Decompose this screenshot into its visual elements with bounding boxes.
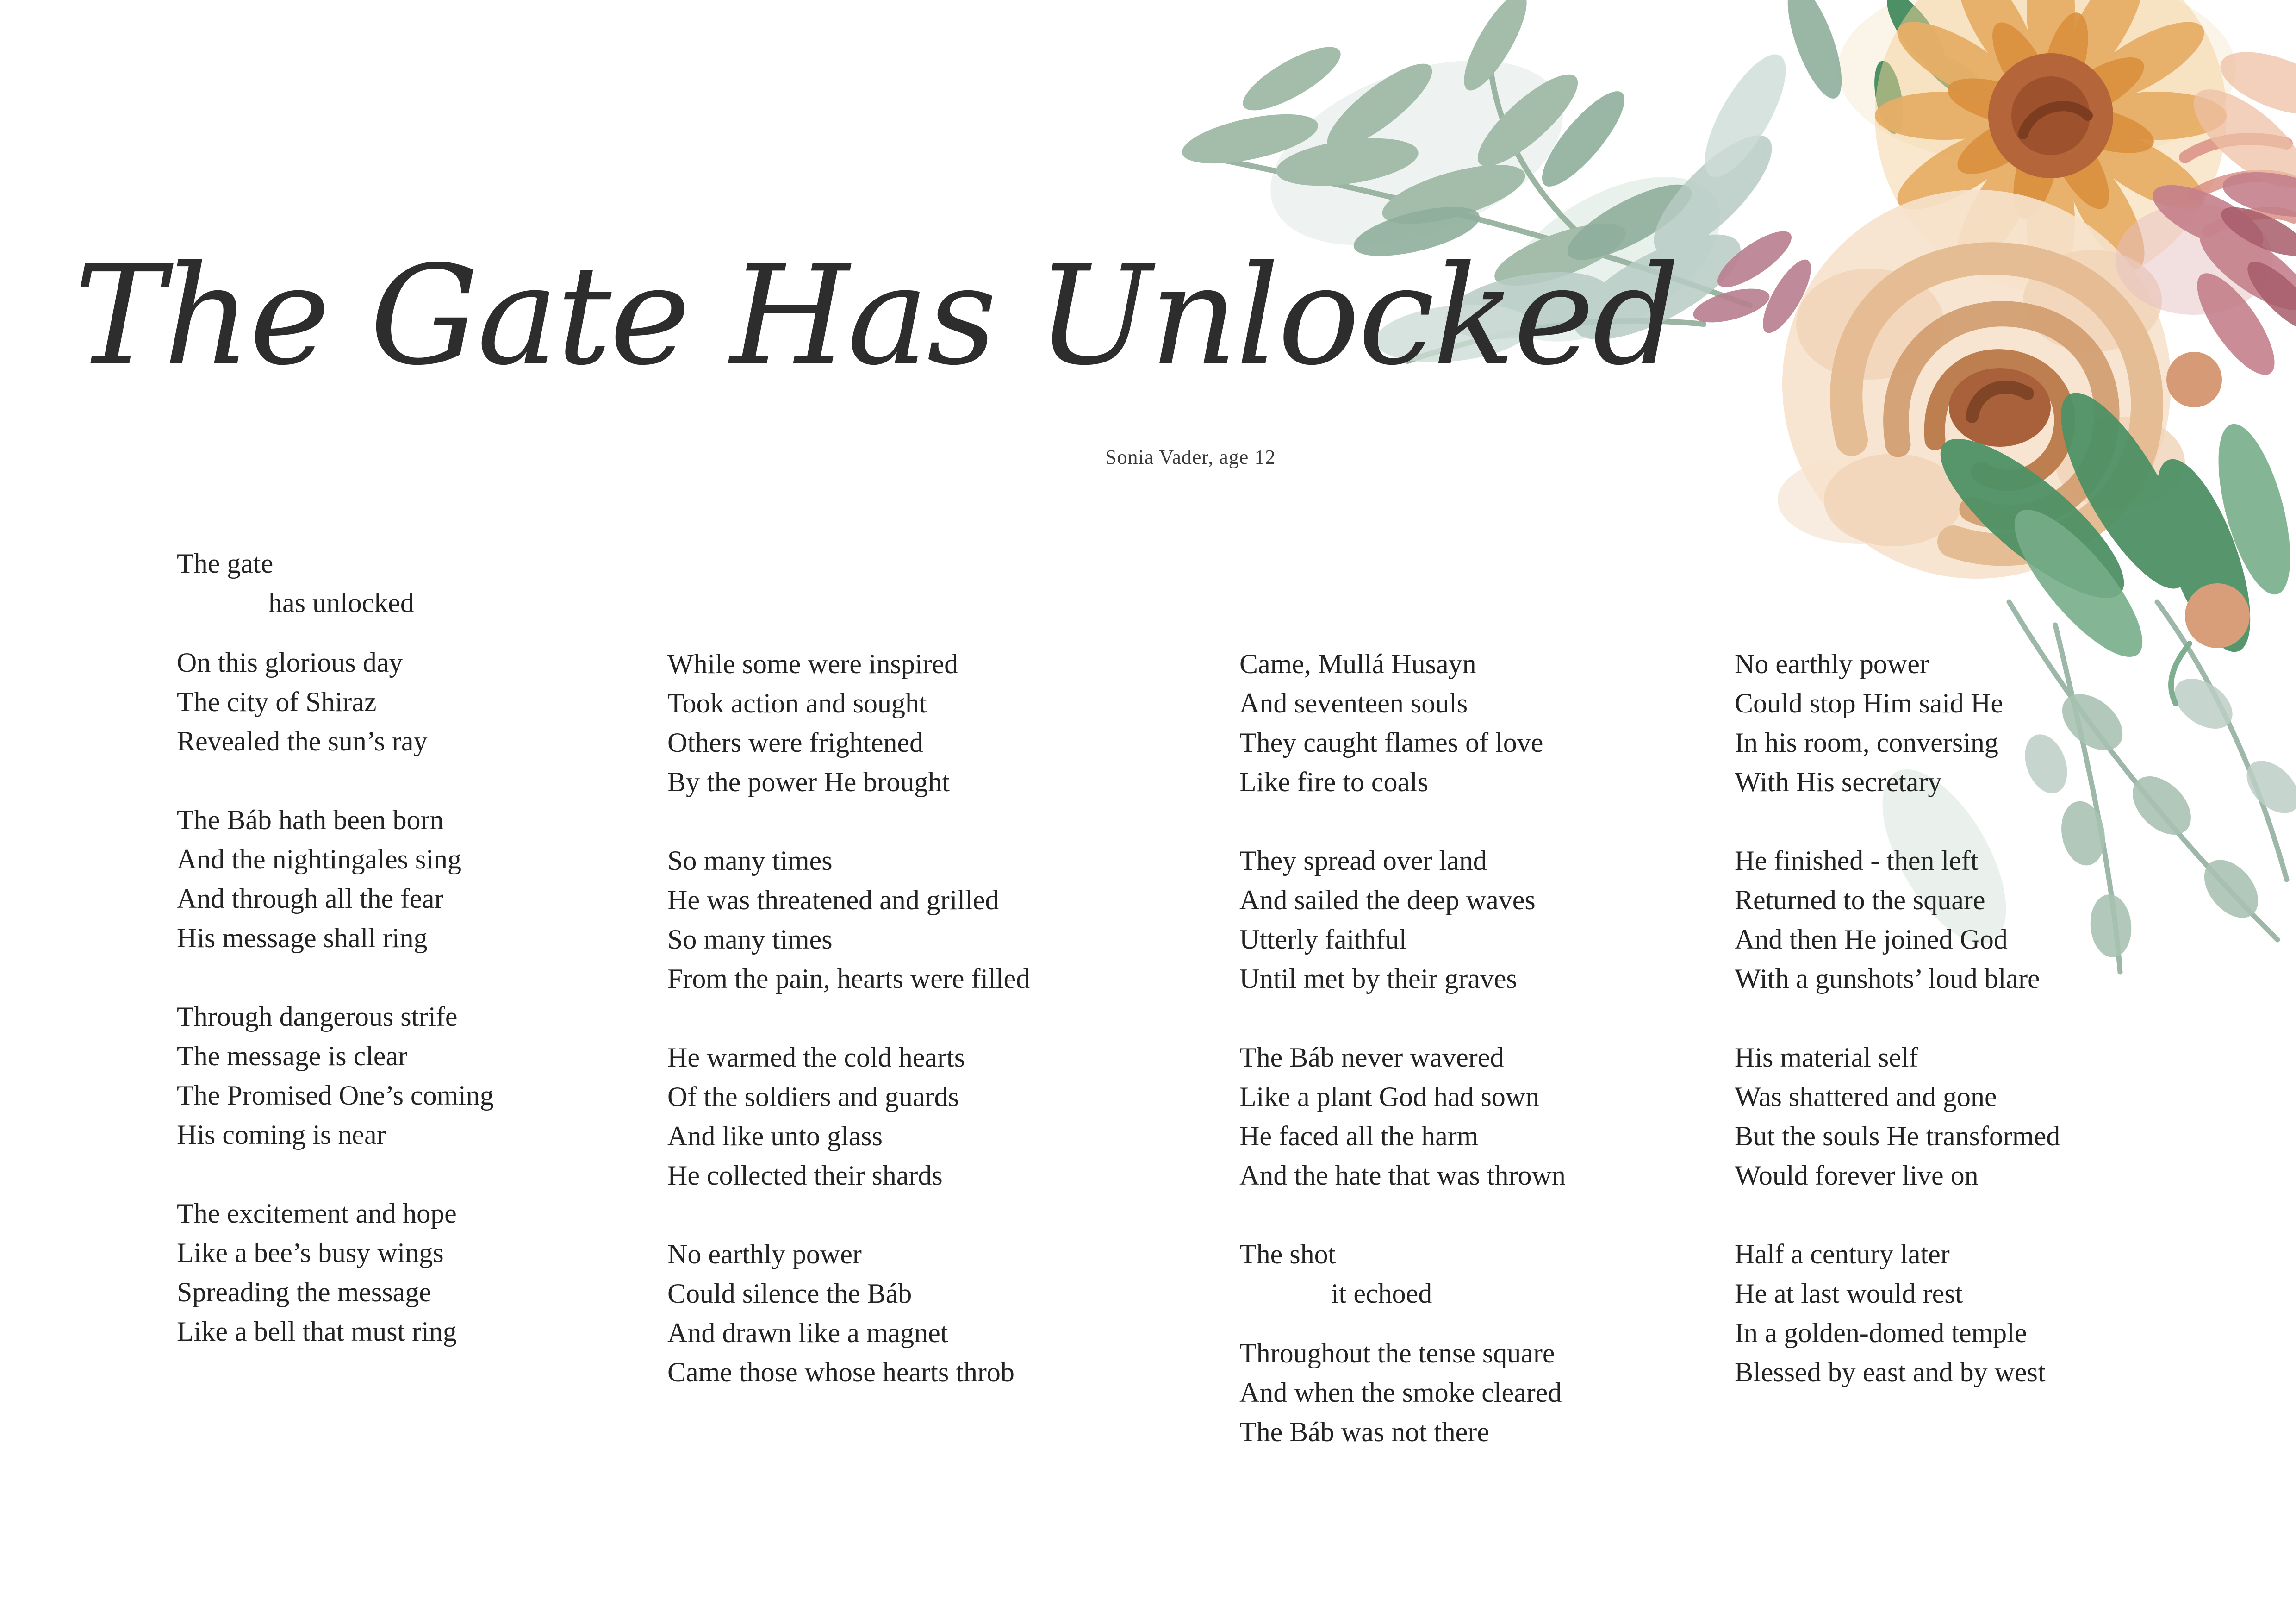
poem-line: Could stop Him said He xyxy=(1735,688,2003,718)
poem-line: And the nightingales sing xyxy=(177,844,461,874)
byline: Sonia Vader, age 12 xyxy=(1105,446,1276,468)
poem-line: With His secretary xyxy=(1735,767,1942,797)
poem-column-2 xyxy=(667,644,1167,1431)
poem-line: No earthly power xyxy=(667,1239,862,1269)
poem-line: The city of Shiraz xyxy=(177,687,377,717)
stanza xyxy=(177,997,677,1155)
poem-line: While some were inspired xyxy=(667,649,958,679)
poem-line: And when the smoke cleared xyxy=(1239,1377,1562,1408)
poem-line: From the pain, hearts were filled xyxy=(667,963,1030,994)
poem-line: The Báb was not there xyxy=(1239,1417,1489,1447)
poem-line: Throughout the tense square xyxy=(1239,1338,1555,1368)
stanza xyxy=(177,643,677,761)
stanza xyxy=(1735,841,2234,999)
poem-line: Others were frightened xyxy=(667,727,924,758)
poem-column-4 xyxy=(1735,644,2234,1431)
poem-line: And drawn like a magnet xyxy=(667,1318,948,1348)
stanza xyxy=(1735,1235,2234,1392)
poem-line: Until met by their graves xyxy=(1239,963,1517,994)
poem-line: By the power He brought xyxy=(667,767,950,797)
poem-line: He faced all the harm xyxy=(1239,1121,1479,1151)
poem-line: Took action and sought xyxy=(667,688,927,718)
stanza xyxy=(1735,1038,2234,1195)
poem-line: They spread over land xyxy=(1239,845,1487,876)
poem-line: The shot xyxy=(1239,1239,1336,1269)
poem-line: it echoed xyxy=(1331,1278,1432,1309)
poem-line: And sailed the deep waves xyxy=(1239,885,1536,915)
stanza xyxy=(177,544,677,623)
poem-line: His material self xyxy=(1735,1042,1918,1073)
poem-line: Revealed the sun’s ray xyxy=(177,726,428,756)
poem-line: Came, Mullá Husayn xyxy=(1239,649,1476,679)
poem-line: They caught flames of love xyxy=(1239,727,1543,758)
poem-line: Of the soldiers and guards xyxy=(667,1081,959,1112)
stanza xyxy=(667,1038,1167,1195)
terracotta-bud xyxy=(2166,352,2222,407)
poem-line: Blessed by east and by west xyxy=(1735,1357,2046,1387)
poem-column-3 xyxy=(1239,644,1739,1491)
poem-line: And the hate that was thrown xyxy=(1239,1160,1566,1191)
stanza xyxy=(1239,1038,1739,1195)
poem-line: The gate xyxy=(177,548,274,579)
poem-line: He was threatened and grilled xyxy=(667,885,999,915)
poem-line: Was shattered and gone xyxy=(1735,1081,1997,1112)
poem-line: Utterly faithful xyxy=(1239,924,1407,955)
poem-title: The Gate Has Unlocked xyxy=(74,236,1678,395)
poem-line: The message is clear xyxy=(177,1041,408,1071)
stanza xyxy=(177,800,677,958)
poem-line: So many times xyxy=(667,924,833,955)
stanza xyxy=(1239,1235,1739,1313)
poem-line: Through dangerous strife xyxy=(177,1001,458,1032)
poem-line: Came those whose hearts throb xyxy=(667,1357,1014,1387)
poem-line: His coming is near xyxy=(177,1119,386,1150)
poem-line: The Báb never wavered xyxy=(1239,1042,1504,1073)
poem-line: His message shall ring xyxy=(177,923,428,953)
stanza xyxy=(1239,1334,1739,1452)
poem-line: He finished - then left xyxy=(1735,845,1979,876)
poem-column-1 xyxy=(177,544,677,1391)
poem-line: And through all the fear xyxy=(177,883,444,914)
poem-line: He warmed the cold hearts xyxy=(667,1042,965,1073)
poem-line: And then He joined God xyxy=(1735,924,2008,955)
poem-line: On this glorious day xyxy=(177,647,403,678)
poem-line: And seventeen souls xyxy=(1239,688,1468,718)
poem-line: No earthly power xyxy=(1735,649,1929,679)
poem-line: Could silence the Báb xyxy=(667,1278,912,1309)
poem-line: In his room, conversing xyxy=(1735,727,1998,758)
stanza xyxy=(1735,644,2234,802)
poem-line: has unlocked xyxy=(268,587,414,618)
poem-line: The Promised One’s coming xyxy=(177,1080,494,1111)
terracotta-bud xyxy=(2185,583,2250,648)
poem-line: With a gunshots’ loud blare xyxy=(1735,963,2040,994)
poem-line: But the souls He transformed xyxy=(1735,1121,2060,1151)
stanza xyxy=(667,644,1167,802)
poem-line: Returned to the square xyxy=(1735,885,1985,915)
poem-line: Half a century later xyxy=(1735,1239,1950,1269)
poem-line: In a golden-domed temple xyxy=(1735,1318,2027,1348)
stanza xyxy=(667,1235,1167,1392)
poem-line: He at last would rest xyxy=(1735,1278,1963,1309)
poem-line: Spreading the message xyxy=(177,1277,431,1307)
poem-line: He collected their shards xyxy=(667,1160,943,1191)
stanza xyxy=(667,841,1167,999)
poem-line: Like a bee’s busy wings xyxy=(177,1237,444,1268)
poem-line: The excitement and hope xyxy=(177,1198,457,1229)
stanza xyxy=(177,1194,677,1351)
poem-line: Like a plant God had sown xyxy=(1239,1081,1540,1112)
poem-line: So many times xyxy=(667,845,833,876)
poem-line: The Báb hath been born xyxy=(177,805,444,835)
poem-line: Like a bell that must ring xyxy=(177,1316,457,1347)
stanza xyxy=(1239,841,1739,999)
poem-line: Would forever live on xyxy=(1735,1160,1979,1191)
stanza xyxy=(1239,644,1739,802)
poem-line: And like unto glass xyxy=(667,1121,883,1151)
poem-line: Like fire to coals xyxy=(1239,767,1429,797)
